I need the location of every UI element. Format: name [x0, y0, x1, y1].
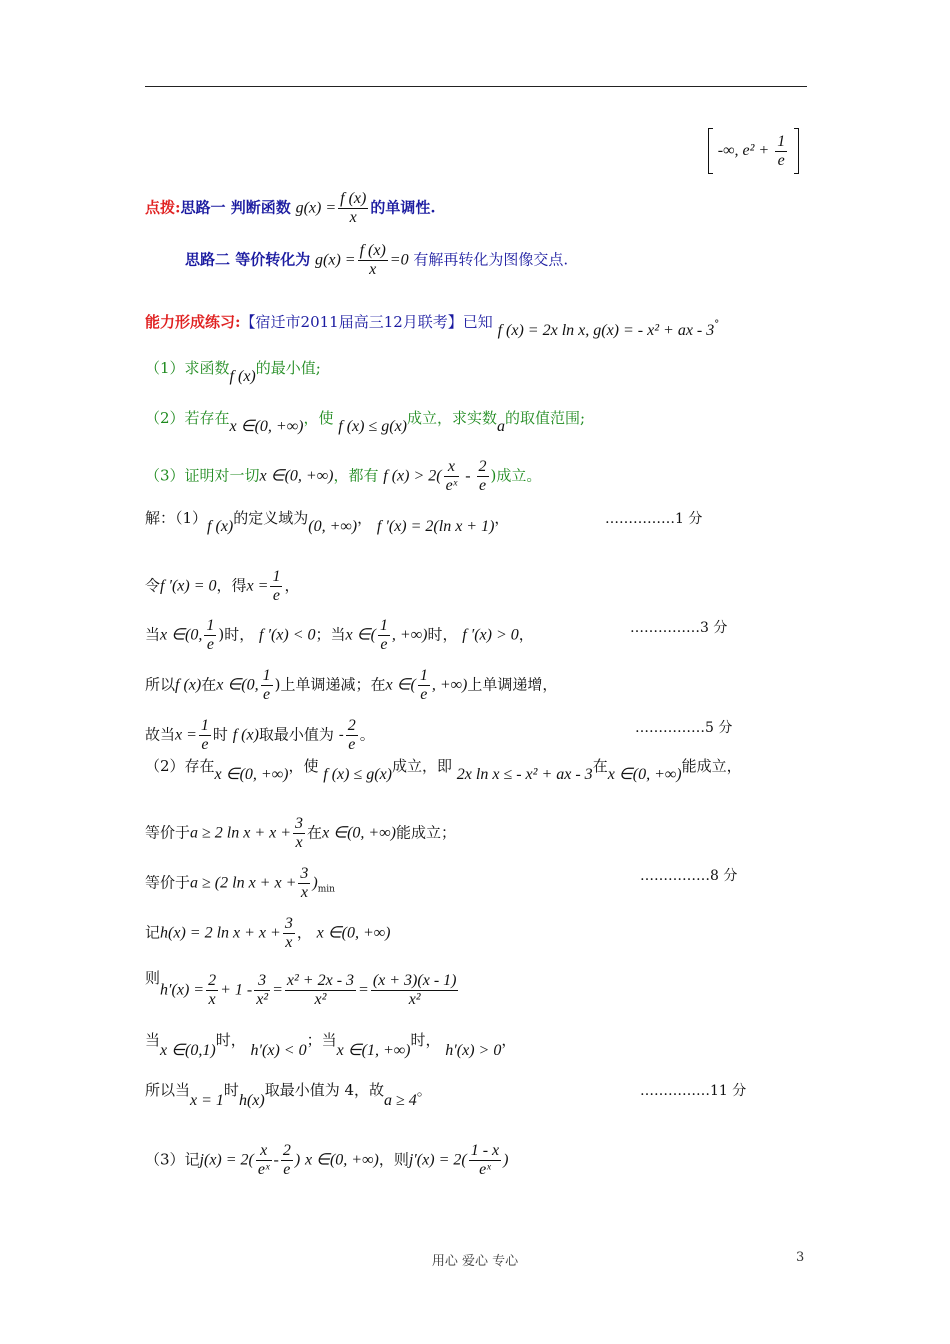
solution-line-5: 故当x = $\frac{1}{e}$ 时 f (x)取最小值为 - $\frac{2}{e}$ 。: [145, 717, 375, 753]
exercise-heading: 能力形成练习:【宿迁市2011届高三12月联考】已知 f (x) = 2x ln x, g(x) = - x² + ax - 3°: [145, 313, 720, 339]
question-1: （1）求函数f (x)的最小值;: [145, 359, 321, 385]
score-8: ……………8 分: [640, 868, 738, 884]
question-3: （3）证明对一切x ∈(0, +∞)，都有 f (x) > 2( $\frac{x}{\text{eˣ}}$ - $\frac{2}{e}$ )成立。: [145, 458, 542, 494]
hint-line-1: 点拨:思路一 判断函数 g(x) = $\frac{f (x)}{x}$ 的单调性.: [145, 190, 436, 226]
score-1: ……………1 分: [605, 511, 703, 527]
solution-line-4: 所以f (x)在x ∈(0, $\frac{1}{e}$ )上单调递减；在x ∈( $\frac{1}{e}$ , +∞)上单调递增，: [145, 667, 558, 703]
solution-line-8: 等价于a ≥ (2 ln x + x + $\frac{3}{x}$ )$_{min}$: [145, 865, 335, 901]
header-rule: [145, 86, 807, 87]
question-2: （2）若存在x ∈(0, +∞)，使 f (x) ≤ g(x)成立，求实数a的取值范围;: [145, 409, 586, 435]
page-footer: 用心 爱心 专心: [431, 1254, 519, 1269]
score-3: ……………3 分: [630, 620, 728, 636]
solution-line-11: 当x ∈(0,1)时， h′(x) < 0；当x ∈(1, +∞)时， h′(x) > 0，: [145, 1031, 517, 1059]
solution-line-1: 解：（1）f (x)的定义域为(0, +∞)， f ′(x) = 2(ln x + 1)，: [145, 509, 510, 535]
solution-line-6: （2）存在x ∈(0, +∞)，使 f (x) ≤ g(x)成立，即 2x ln x ≤ - x² + ax - 3在x ∈(0, +∞)能成立，: [145, 757, 742, 783]
solution-line-13: （3）记j(x) = 2( $\frac{x}{\text{eˣ}}$ - $\frac{2}{e}$ ) x ∈(0, +∞)，则j′(x) = 2( $\frac{1 - x}{\text{eˣ}}$ ): [145, 1142, 509, 1178]
solution-line-7: 等价于a ≥ 2 ln x + x + $\frac{3}{x}$ 在x ∈(0, +∞)能成立；: [145, 815, 456, 851]
hint-line-2: 思路二 等价转化为 g(x) = $\frac{f (x)}{x}$ =0 有解再转化为图像交点.: [185, 242, 569, 278]
score-11: ……………11 分: [640, 1083, 747, 1099]
solution-line-12: 所以当x = 1时h(x)取最小值为 4，故a ≥ 4。: [145, 1081, 432, 1109]
solution-line-3: 当x ∈(0, $\frac{1}{e}$ )时， f ′(x) < 0；当x ∈( $\frac{1}{e}$ , +∞)时， f ′(x) > 0，: [145, 617, 534, 653]
score-5: ……………5 分: [635, 720, 733, 736]
solution-line-10: 则h′(x) = $\frac{2}{x}$ + 1 - $\frac{3}{\text{x²}}$ = $\frac{\text{x² + 2x - 3}}{\text{x²}}$ = $\frac{(x + 3)(x - 1)}{\text{x²}}$: [145, 968, 457, 1008]
previous-answer-interval: -∞, e² + $\frac{1}{e}$: [708, 128, 799, 174]
solution-line-9: 记h(x) = 2 ln x + x + $\frac{3}{x}$ ， x ∈(0, +∞): [145, 915, 391, 951]
solution-line-2: 令f ′(x) = 0，得x = $\frac{1}{e}$ ，: [145, 568, 300, 604]
page-number: 3: [796, 1250, 805, 1265]
